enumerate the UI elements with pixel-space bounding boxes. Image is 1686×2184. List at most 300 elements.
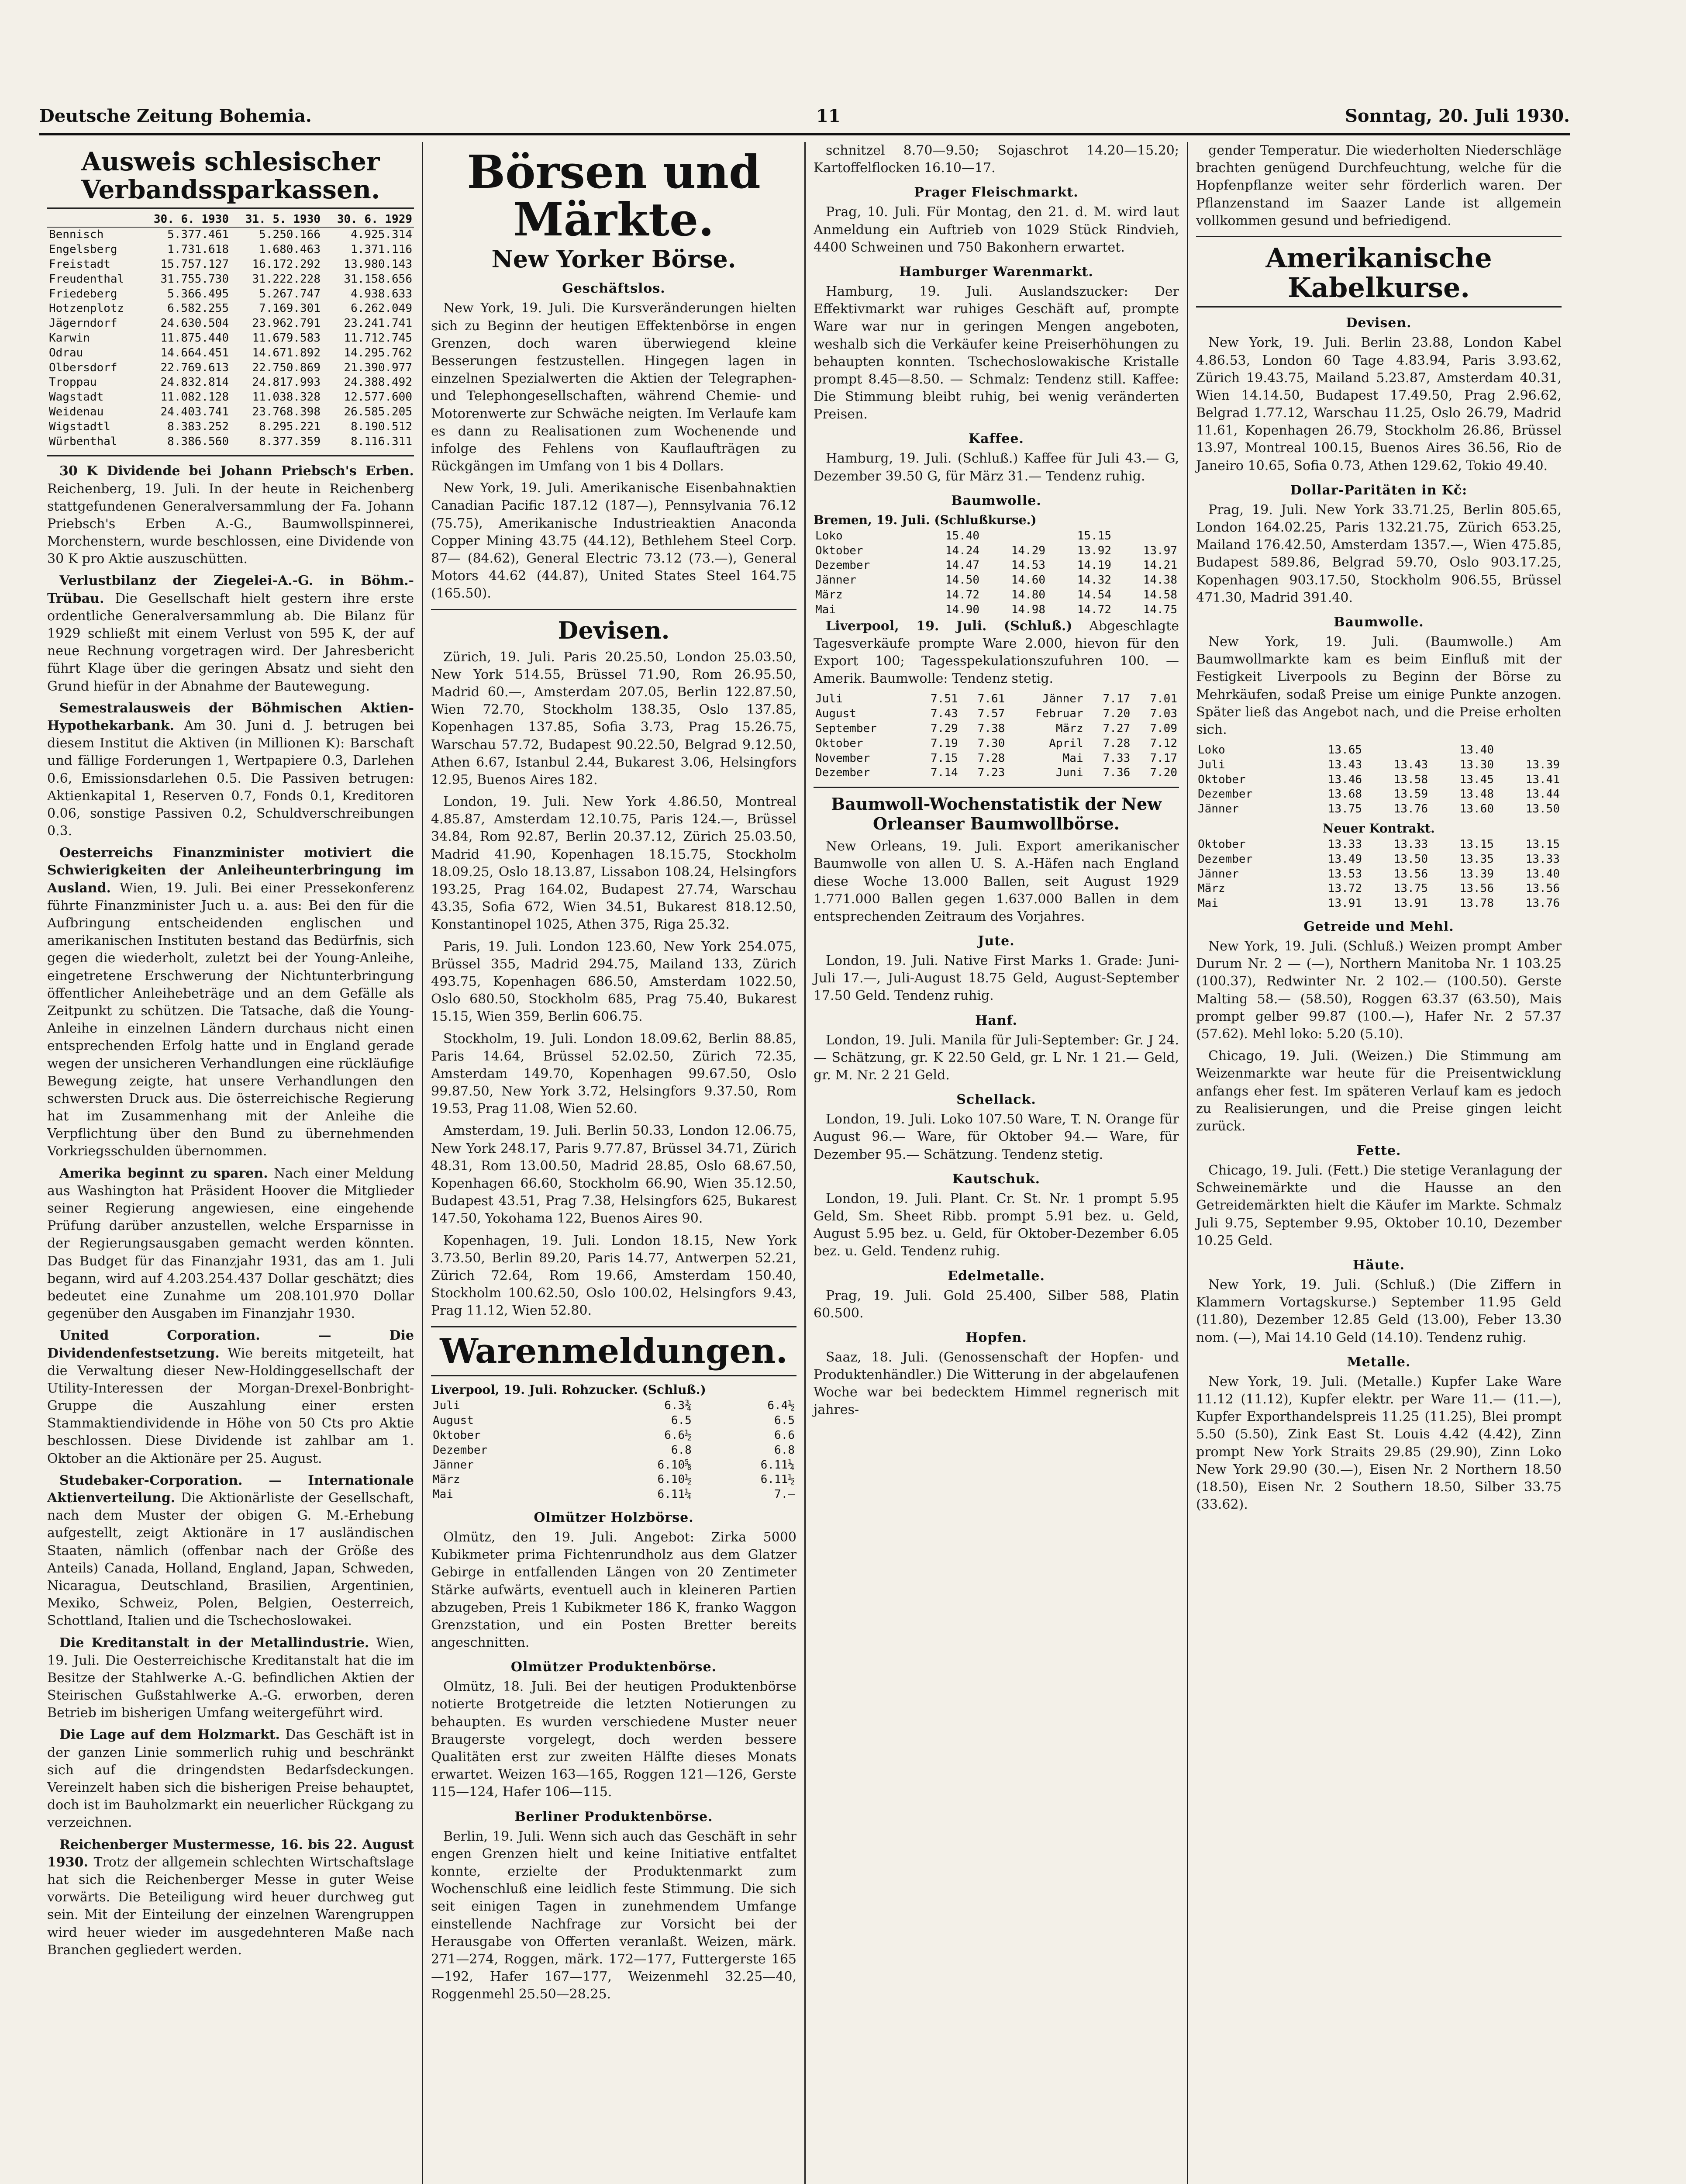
verbands-body — [47, 227, 414, 449]
verbands-row-cell: 8.116.311 — [351, 435, 412, 448]
liverpool-row-cell: 7.12 — [1150, 736, 1177, 750]
divider — [1196, 236, 1562, 237]
ny-cotton-row-cell: 13.60 — [1459, 802, 1494, 816]
hopfen-title: Hopfen. — [965, 1330, 1027, 1345]
divider — [814, 787, 1179, 788]
verbands-row-cell: 22.769.613 — [160, 361, 229, 374]
verbands-row-cell: 11.038.328 — [252, 390, 321, 404]
bremen-row — [814, 558, 1179, 573]
ny-cotton-row — [1196, 743, 1562, 758]
liverpool-row-cell: 7.28 — [1103, 736, 1131, 750]
verbands-row — [47, 361, 414, 376]
verbands-row-cell: 8.386.560 — [167, 435, 229, 448]
verbands-row-cell: Wigstadtl — [49, 420, 110, 433]
haeute-title: Häute. — [1353, 1258, 1405, 1273]
liverpool-row-cell: 7.03 — [1150, 707, 1177, 721]
nk-row — [1196, 852, 1562, 867]
nk-row-cell: 13.50 — [1393, 852, 1428, 866]
verbands-row-cell: 8.295.221 — [259, 420, 321, 433]
neuer-kontrakt-title: Neuer Kontrakt. — [1323, 821, 1435, 836]
rohzucker-row-cell: 6.4½ — [767, 1399, 795, 1413]
bremen-row-cell: Mai — [815, 603, 836, 616]
olmutz-holz-title: Olmützer Holzbörse. — [534, 1510, 694, 1525]
bremen-row-cell — [1113, 529, 1179, 544]
ny-cotton-row — [1196, 758, 1562, 773]
bremen-row-cell: 14.50 — [945, 574, 980, 587]
nk-row — [1196, 837, 1562, 852]
verbands-row-cell: 23.241.741 — [344, 317, 412, 330]
ny-cotton-row-cell: 13.68 — [1327, 788, 1362, 801]
liverpool-row-cell: Juni — [1055, 766, 1083, 780]
article-ziegelei-text: Die Gesellschaft hielt gestern ihre erste ordentliche Generalversammlung ab. Die Bilanz für 1929 schließt mit einem Verlust von 595 K, der auf neue Rechnung vorgetragen wird. Der Jahresbericht führt Klage über die geringen Absatz und sieht den Grund hiefür in der Abnahme der Bautewegung. — [47, 591, 414, 694]
ny-cotton-row-cell: 13.65 — [1327, 743, 1362, 757]
kabel-baumwolle-text: New York, 19. Juli. (Baumwolle.) Am Baumwollmarkte kam es beim Einfluß mit der Festigkeit Liverpools zu Beginn der Börse zu Mehrkäufen, sodaß Preise um einige Punkte anzogen. Später ließ das Angebot nach, und die Preise erholten sich. — [1196, 634, 1562, 737]
column-4 — [1187, 142, 1569, 2184]
schellack-title: Schellack. — [956, 1092, 1036, 1108]
ny-cotton-row-cell: 13.39 — [1525, 758, 1560, 771]
nk-row-cell: 13.91 — [1327, 897, 1362, 910]
verbands-row-cell: 8.377.359 — [259, 435, 321, 448]
berlin-prod-text: Berlin, 19. Juli. Wenn sich auch das Geschäft in sehr engen Grenzen hielt und keine Initiative entfaltet konnte, erzielte der Produktenmarkt zum Wochenschluß eine leidlich feste Stimmung. Die sich seit einigen Tagen in zunehmendem Umfange einstellende Nachfrage zur Vorsicht bei der Herausgabe von Offerten veranlaßt. Weizen, märk. 271—274, Roggen, märk. 172—177, Futtergerste 165—192, Hafer 167—177, Weizenmehl 32.25—40, Roggenmehl 25.50—28.25. — [431, 1828, 796, 2002]
bremen-row-cell: 14.54 — [1077, 588, 1112, 601]
liverpool-table — [814, 692, 1179, 781]
wochenstatistik-text: New Orleans, 19. Juli. Export amerikanischer Baumwolle von allen U. S. A.-Häfen nach England diese Woche 13.000 Ballen, seit August 1929 1.771.000 Ballen gegen 1.637.000 Ballen in dem entsprechenden Zeitraum des Vorjahres. — [814, 839, 1179, 924]
liverpool-row-cell: Oktober — [815, 736, 863, 750]
divider — [431, 1375, 796, 1376]
liverpool-row-cell: August — [815, 707, 856, 721]
ny-cotton-row-cell: 13.75 — [1327, 802, 1362, 816]
nk-row-cell: 13.15 — [1459, 838, 1494, 851]
verbands-row-cell: 5.377.461 — [167, 228, 229, 242]
bremen-row — [814, 588, 1179, 603]
verbands-table — [47, 212, 414, 449]
verbands-row — [47, 375, 414, 390]
verbands-row — [47, 331, 414, 346]
ny-cotton-table — [1196, 743, 1562, 817]
verbands-row-cell: 6.262.049 — [351, 302, 412, 315]
divider — [431, 1326, 796, 1327]
liverpool-row-cell: Februar — [1035, 707, 1083, 721]
divider — [47, 455, 414, 456]
nk-table — [1196, 837, 1562, 911]
liverpool-row-cell: 7.30 — [977, 736, 1005, 750]
verbands-row-cell: 11.712.745 — [344, 331, 412, 345]
rohzucker-row-cell: 6.8 — [774, 1443, 795, 1457]
bremen-row-cell: Loko — [815, 529, 843, 543]
liverpool-row-cell: 7.27 — [1103, 722, 1131, 735]
kautschuk-title: Kautschuk. — [952, 1171, 1041, 1187]
col3-continuation: schnitzel 8.70—9.50; Sojaschrot 14.20—15.20; Kartoffelflocken 16.10—17. — [814, 143, 1179, 176]
verbands-row-cell: 1.731.618 — [167, 243, 229, 256]
masthead-name: Deutsche Zeitung Bohemia. — [39, 105, 312, 126]
baumwolle-title: Baumwolle. — [951, 493, 1041, 508]
nk-row — [1196, 867, 1562, 882]
verbands-row-cell: 15.757.127 — [160, 257, 229, 271]
bremen-table — [814, 529, 1179, 618]
ny-note: Geschäftslos. — [562, 281, 665, 297]
article-holzmarkt-text: Das Geschäft ist in der ganzen Linie sommerlich ruhig und beschränkt sich auf die dringendsten Bedarfsdeckungen. Vereinzelt haben sich die bisherigen Preise behauptet, doch ist im Bauholzmarkt ein neuerlicher Rückgang zu verzeichnen. — [47, 1727, 414, 1831]
verbands-col-1: 30. 6. 1930 — [139, 212, 231, 228]
verbands-row-cell: Odrau — [49, 346, 83, 359]
verbands-row-cell: 1.680.463 — [259, 243, 321, 256]
verbands-row-cell: 12.577.600 — [344, 390, 412, 404]
verbands-header-row — [47, 212, 414, 228]
verbands-row — [47, 405, 414, 420]
nk-row-cell: März — [1198, 882, 1225, 895]
ny-cotton-row-cell — [1364, 743, 1430, 758]
bremen-row-cell: 14.19 — [1077, 559, 1112, 572]
verbands-row-cell: 14.664.451 — [160, 346, 229, 359]
verbands-row-cell: Friedeberg — [49, 287, 117, 301]
article-priebsch-text: Reichenberg, 19. Juli. In der heute in Reichenberg stattgefundenen Generalversammlung der Fa. Johann Priebsch's Erben A.-G., Baumwollspinnerei, Morchenstern, wurde beschlossen, eine Dividende von 30 K pro Aktie auszuschütten. — [47, 481, 414, 567]
bremen-row-cell: 14.24 — [945, 544, 980, 557]
verbands-col-3: 30. 6. 1929 — [322, 212, 414, 228]
ny-closing: New York, 19. Juli. Amerikanische Eisenbahnaktien Canadian Pacific 187.12 (187—), Pennsylvania 76.12 (75.75), Amerikanische Industrieaktien Anaconda Copper Mining 43.75 (44.12), Bethlehem Steel Corp. 87— (84.62), General Electric 73.12 (73.—), General Motors 44.62 (44.87), United States Steel 164.75 (165.50). — [431, 480, 796, 601]
liverpool-row-cell: 7.57 — [977, 707, 1005, 721]
rohzucker-row-cell: Juli — [433, 1399, 460, 1413]
olmutz-prod-title: Olmützer Produktenbörse. — [510, 1659, 717, 1675]
liverpool-row-cell: September — [815, 722, 877, 735]
verbands-row-cell: 14.295.762 — [344, 346, 412, 359]
ny-cotton-row-cell: 13.30 — [1459, 758, 1494, 771]
nk-row-cell: 13.33 — [1393, 838, 1428, 851]
bremen-row-cell: 14.90 — [945, 603, 980, 616]
rohzucker-row — [431, 1487, 796, 1502]
bremen-row-cell: 13.97 — [1143, 544, 1177, 557]
verbands-row-cell: Freistadt — [49, 257, 110, 271]
ny-cotton-row-cell: 13.40 — [1459, 743, 1494, 757]
rohzucker-row — [431, 1428, 796, 1443]
liverpool-row-cell: Jänner — [1042, 692, 1083, 706]
ny-cotton-row-cell: 13.59 — [1393, 788, 1428, 801]
verbands-row-cell: 23.962.791 — [252, 317, 321, 330]
liverpool-row-cell: Mai — [1062, 751, 1083, 765]
bremen-row-cell: 14.53 — [1011, 559, 1046, 572]
verbands-row — [47, 227, 414, 242]
prager-text: Prag, 10. Juli. Für Montag, den 21. d. M. wird laut Anmeldung ein Auftrieb von 1029 Stück Rindvieh, 4400 Schweinen und 750 Bakonhern erwartet. — [814, 204, 1179, 255]
nk-row-cell: 13.56 — [1459, 882, 1494, 895]
ny-cotton-row-cell: 13.46 — [1327, 773, 1362, 786]
liverpool-row — [814, 751, 1179, 766]
devisen-entry: Stockholm, 19. Juli. London 18.09.62, Berlin 88.85, Paris 14.64, Brüssel 52.02.50, Zürich 72.35, Amsterdam 149.70, Kopenhagen 99.67.50, Oslo 99.87.50, New York 3.72, Helsingfors 9.37.50, Rom 19.53, Prag 11.08, Wien 52.60. — [431, 1031, 796, 1117]
nk-row-cell: 13.15 — [1525, 838, 1560, 851]
verbands-row-cell: 11.082.128 — [160, 390, 229, 404]
running-head — [39, 100, 1570, 131]
jute-text: London, 19. Juli. Native First Marks 1. Grade: Juni-Juli 17.—, Juli-August 18.75 Geld, August-September 17.50 Geld. Tendenz ruhig. — [814, 953, 1179, 1004]
verbands-row-cell: 31.158.656 — [344, 272, 412, 286]
ny-cotton-row-cell: Dezember — [1198, 788, 1253, 801]
hamburger-title: Hamburger Warenmarkt. — [899, 264, 1093, 280]
article-kreditanstalt-text: Wien, 19. Juli. Die Oesterreichische Kreditanstalt hat die im Besitze der Stahlwerke A.-G. befindlichen Aktien der Steirischen Gußstahlwerke A.-G. erworben, deren Betrieb im bisherigen Umfang weitergeführt wird. — [47, 1635, 414, 1721]
bremen-row-cell: März — [815, 588, 843, 601]
bremen-row-cell: 14.72 — [945, 588, 980, 601]
rohzucker-body — [431, 1399, 796, 1502]
verbands-row — [47, 272, 414, 287]
nk-row-cell: 13.40 — [1525, 867, 1560, 881]
liverpool-body-rows — [814, 692, 1179, 781]
article-hypothekarbank-text: Am 30. Juni d. J. betrugen bei diesem Institut die Aktiven (in Millionen K): Barschaft und fällige Forderungen 1, Wertpapiere 0.3, Darlehen 0.6, Emissionsdarlehen 0.5. Die Passiven betrugen: Aktienkapital 1, Reserven 0.7, Fonds 0.1, Kreditoren 0.06, sonstige Passiven 0.2, Schuldverschreibungen 0.3. — [47, 718, 414, 839]
verbands-row-cell: Olbersdorf — [49, 361, 117, 374]
rohzucker-row-cell: 6.10½ — [657, 1473, 692, 1486]
verbands-row-cell: Wagstadt — [49, 390, 104, 404]
liverpool-row — [814, 736, 1179, 751]
devisen-entry: London, 19. Juli. New York 4.86.50, Montreal 4.85.87, Amsterdam 12.10.75, Paris 124.—, Brüssel 34.84, Rom 92.87, Berlin 20.37.12, Zürich 25.03.50, Madrid 41.90, Kopenhagen 18.15.75, Stockholm 18.09.25, Oslo 18.13.87, Lissabon 108.24, Helsingfors 193.25, Prag 164.02, Budapest 27.74, Warschau 43.35, Sofia 672, Wien 34.51, Bukarest 818.12.50, Konstantinopel 1025, Athen 375, Riga 25.32. — [431, 794, 796, 933]
divider — [431, 609, 796, 610]
paritaeten-text: Prag, 19. Juli. New York 33.71.25, Berlin 805.65, London 164.02.25, Paris 132.21.75, Zürich 653.25, Mailand 176.42.50, Amsterdam 1357.—, Wien 475.85, Budapest 589.86, Belgrad 59.70, Oslo 903.17.25, Kopenhagen 903.17.50, Stockholm 906.55, Brüssel 471.30, Madrid 391.40. — [1196, 502, 1562, 605]
bremen-row-cell: 14.80 — [1011, 588, 1046, 601]
ny-cotton-row — [1196, 773, 1562, 788]
verbands-row-cell: 14.671.892 — [252, 346, 321, 359]
chicago-text: Chicago, 19. Juli. (Weizen.) Die Stimmung am Weizenmarkte war heute für die Preisentwicklung anfangs eher fest. Im späteren Verlauf kam es jedoch zu Realisierungen, und die Preise gingen leicht zurück. — [1196, 1048, 1562, 1134]
kabel-devisen-title: Devisen. — [1346, 315, 1412, 331]
rohzucker-row — [431, 1399, 796, 1413]
verbands-row-cell: 24.388.492 — [344, 376, 412, 389]
haeute-text: New York, 19. Juli. (Schluß.) (Die Ziffern in Klammern Vortagskurse.) September 11.95 Geld (11.80), Dezember 12.85 Geld (13.00), Feber 13.30 nom. (—), Mai 14.10 Geld (14.10). Tendenz ruhig. — [1196, 1277, 1562, 1345]
article-priebsch — [47, 463, 414, 568]
rohzucker-row-cell: 7.— — [774, 1488, 795, 1501]
ny-cotton-row-cell: 13.48 — [1459, 788, 1494, 801]
rohzucker-row — [431, 1413, 796, 1428]
liverpool-row — [814, 692, 1179, 707]
kaffee-text: Hamburg, 19. Juli. (Schluß.) Kaffee für Juli 43.— G, Dezember 39.50 G, für März 31.— Tendenz ruhig. — [814, 451, 1179, 484]
column-3 — [804, 142, 1187, 2184]
devisen-title: Devisen. — [558, 616, 670, 644]
verbands-row — [47, 346, 414, 361]
nk-row-cell: 13.56 — [1525, 882, 1560, 895]
liverpool-row-cell: 7.15 — [931, 751, 958, 765]
rohzucker-title: Liverpool, 19. Juli. Rohzucker. (Schluß.) — [431, 1382, 706, 1397]
rohzucker-row-cell: Mai — [433, 1488, 453, 1501]
ny-cotton-row-cell: 13.43 — [1327, 758, 1362, 771]
verbands-row-cell: 23.768.398 — [252, 405, 321, 418]
article-hypothekarbank-title: Semestralausweis der Böhmischen Aktien-Hypothekarbank. — [47, 700, 414, 733]
rohzucker-row-cell: 6.11¼ — [657, 1488, 692, 1501]
issue-date: Sonntag, 20. Juli 1930. — [1345, 105, 1570, 126]
edelmetalle-title: Edelmetalle. — [948, 1268, 1045, 1284]
liverpool-row-cell: 7.01 — [1150, 692, 1177, 706]
nk-row-cell: 13.72 — [1327, 882, 1362, 895]
liverpool-row-cell: 7.20 — [1103, 707, 1131, 721]
kabel-devisen-text: New York, 19. Juli. Berlin 23.88, London Kabel 4.86.53, London 60 Tage 4.83.94, Paris 3.93.62, Zürich 19.43.75, Mailand 5.23.87, Amsterdam 40.31, Wien 14.14.50, Budapest 17.49.50, Prag 2.96.62, Belgrad 1.77.12, Warschau 11.25, Oslo 26.79, Madrid 11.61, Kopenhagen 26.79, Stockholm 26.86, Brüssel 13.97, Montreal 100.15, Buenos Aires 36.56, Rio de Janeiro 10.65, Sofia 0.73, Athen 129.62, Tokio 49.40. — [1196, 335, 1562, 473]
verbands-row-cell: 31.222.228 — [252, 272, 321, 286]
nk-row — [1196, 881, 1562, 896]
liverpool-row-cell: 7.17 — [1150, 751, 1177, 765]
kaffee-title: Kaffee. — [969, 431, 1024, 447]
nk-row-cell: Dezember — [1198, 852, 1253, 866]
devisen-entry: Paris, 19. Juli. London 123.60, New York 254.075, Brüssel 355, Madrid 294.75, Mailand 133, Zürich 493.75, Kopenhagen 686.50, Amsterdam 1022.50, Oslo 680.50, Stockholm 685, Prag 75.40, Bukarest 15.15, Wien 359, Berlin 606.75. — [431, 939, 796, 1025]
article-finanzminister-title: Oesterreichs Finanzminister motiviert die Schwierigkeiten der Anleiheunterbringung im Ausland. — [47, 845, 414, 896]
bremen-row-cell: Jänner — [815, 574, 856, 587]
rohzucker-row-cell: März — [433, 1473, 460, 1486]
kabel-title: Amerikanische Kabelkurse. — [1196, 243, 1562, 308]
verbands-row-cell: Bennisch — [49, 228, 104, 242]
kautschuk-text: London, 19. Juli. Plant. Cr. St. Nr. 1 prompt 5.95 Geld, Sm. Sheet Ribb. prompt 5.91 bez. u. Geld, August 5.95 bez. u. Geld, für Oktober-Dezember 6.05 bez. u. Geld. Tendenz ruhig. — [814, 1191, 1179, 1259]
verbands-row-cell: 4.938.633 — [351, 287, 412, 301]
article-priebsch-title: 30 K Dividende bei Johann Priebsch's Erben. — [59, 463, 414, 479]
page-number: 11 — [816, 105, 841, 126]
liverpool-row-cell: 7.51 — [931, 692, 958, 706]
ny-cotton-row-cell: Loko — [1198, 743, 1225, 757]
verbands-row — [47, 435, 414, 449]
bremen-row-cell: 14.72 — [1077, 603, 1112, 616]
rohzucker-row-cell: 6.6½ — [664, 1428, 692, 1442]
liverpool-row-cell: Dezember — [815, 766, 870, 780]
article-amerika — [47, 1165, 414, 1323]
column-1 — [39, 142, 422, 2184]
paritaeten-title: Dollar-Paritäten in Kč: — [1290, 482, 1468, 498]
article-finanzminister — [47, 844, 414, 1160]
verbands-row-cell: 8.383.252 — [167, 420, 229, 433]
verbands-col-2: 31. 5. 1930 — [231, 212, 322, 228]
verbands-row-cell: Jägerndorf — [49, 317, 117, 330]
liverpool-row-cell: April — [1049, 736, 1083, 750]
bremen-body — [814, 529, 1179, 618]
verbands-row-cell: Weidenau — [49, 405, 104, 418]
ny-cotton-row-cell: 13.76 — [1393, 802, 1428, 816]
bremen-row — [814, 603, 1179, 618]
ny-cotton-row — [1196, 787, 1562, 802]
olmutz-holz-text: Olmütz, den 19. Juli. Angebot: Zirka 5000 Kubikmeter prima Fichtenrundholz aus dem Glatzer Gebirge in entfallenden Längen von 20 Zentimeter Stärke aufwärts, eventuell auch in kleineren Partien abzugeben, Preis 1 Kubikmeter 186 K, franko Waggon Grenzstation, und ein Posten Bretter bereits angeschnitten. — [431, 1529, 796, 1651]
rohzucker-row-cell: Jänner — [433, 1458, 474, 1472]
bremen-row-cell: 13.92 — [1077, 544, 1112, 557]
columns — [39, 142, 1570, 2184]
rohzucker-table — [431, 1399, 796, 1502]
rohzucker-row-cell: 6.8 — [671, 1443, 692, 1457]
verbands-row-cell: 16.172.292 — [252, 257, 321, 271]
verbands-row-cell: 6.582.255 — [167, 302, 229, 315]
column-2 — [422, 142, 804, 2184]
rohzucker-row — [431, 1443, 796, 1458]
ny-cotton-row-cell: 13.50 — [1525, 802, 1560, 816]
bremen-row-cell: 14.21 — [1143, 559, 1177, 572]
schellack-text: London, 19. Juli. Loko 107.50 Ware, T. N. Orange für August 96.— Ware, für Oktober 94.— Ware, für Dezember 95.— Schätzung. Tendenz stetig. — [814, 1112, 1179, 1162]
verbands-row-cell: 26.585.205 — [344, 405, 412, 418]
bremen-row-cell: 14.38 — [1143, 574, 1177, 587]
verbands-row-cell: 31.755.730 — [160, 272, 229, 286]
verbands-row-cell: 24.403.741 — [160, 405, 229, 418]
bremen-row-cell: 14.60 — [1011, 574, 1046, 587]
nk-row-cell: Oktober — [1198, 838, 1246, 851]
ny-cotton-row-cell: 13.43 — [1393, 758, 1428, 771]
liverpool-text — [814, 618, 1179, 688]
bremen-row-cell: 14.58 — [1143, 588, 1177, 601]
ny-boerse-title: New Yorker Börse. — [491, 245, 736, 273]
bremen-row-cell: 15.15 — [1077, 529, 1112, 543]
liverpool-row — [814, 707, 1179, 722]
nk-row-cell: 13.39 — [1459, 867, 1494, 881]
liverpool-body: Abgeschlagte Tagesverkäufe prompte Ware 2.000, hievon für den Export 100; Tagesspekulationszufuhren 100. — Amerik. Baumwolle: Tendenz stetig. — [814, 618, 1179, 687]
nk-row-cell: 13.78 — [1459, 897, 1494, 910]
devisen-entry: Kopenhagen, 19. Juli. London 18.15, New York 3.73.50, Berlin 89.20, Paris 14.77, Antwerpen 52.21, Zürich 72.64, Rom 19.66, Amsterdam 150.40, Stockholm 100.62.50, Oslo 100.02, Helsingfors 9.43, Prag 11.12, Wien 52.80. — [431, 1233, 796, 1319]
liverpool-row — [814, 722, 1179, 736]
bremen-row-cell: Dezember — [815, 559, 870, 572]
verbands-row-cell: 4.925.314 — [351, 228, 412, 242]
article-amerika-title: Amerika beginnt zu sparen. — [59, 1165, 268, 1181]
nk-row-cell: Jänner — [1198, 867, 1239, 881]
section-title: Börsen und Märkte. — [467, 145, 761, 247]
verbands-col-0 — [47, 212, 139, 228]
verbands-row — [47, 316, 414, 331]
verbands-row-cell: 24.832.814 — [160, 376, 229, 389]
ny-cotton-row-cell: 13.58 — [1393, 773, 1428, 786]
nk-row-cell: 13.49 — [1327, 852, 1362, 866]
bremen-row — [814, 573, 1179, 588]
nk-row — [1196, 896, 1562, 911]
ny-report: New York, 19. Juli. Die Kursveränderungen hielten sich zu Beginn der heutigen Effektenbörse in engen Grenzen, doch waren überwiegend kleine Besserungen festzustellen. Hingegen lagen in einzelnen Spezialwerten die Aktien der Telegraphen- und Telephongesellschaften, während Chemie- und Motorenwerte zur Schwäche neigten. Im Verlaufe kam es dann zu Realisationen zum Wochenende und infolge des Fehlens von Kauflaufträgen zu Rückgängen im Umfang von 1 bis 4 Dollars. — [431, 301, 796, 474]
verbands-row-cell: Karwin — [49, 331, 90, 345]
hamburger-text: Hamburg, 19. Juli. Auslandszucker: Der Effektivmarkt war ruhiges Geschäft auf, prompte Ware war nur in geringen Mengen angeboten, weshalb sich die Verkäufer keine Preiserhöhungen zu behaupten konnten. Tschechoslowakische Kristalle prompt 8.45—8.50. — Schmalz: Tendenz still. Kaffee: Die Stimmung bleibt ruhig, bei wenig veränderten Preisen. — [814, 283, 1179, 422]
nk-row-cell: Mai — [1198, 897, 1218, 910]
liverpool-row-cell: 7.36 — [1103, 766, 1131, 780]
liverpool-row-cell: 7.17 — [1103, 692, 1131, 706]
article-holzmarkt-title: Die Lage auf dem Holzmarkt. — [59, 1727, 280, 1743]
bremen-row — [814, 529, 1179, 544]
liverpool-row-cell: 7.19 — [931, 736, 958, 750]
metalle-text: New York, 19. Juli. (Metalle.) Kupfer Lake Ware 11.12 (11.12), Kupfer elektr. per Ware 11.— (11.—), Kupfer Exporthandelspreis 11.25 (11.25), Blei prompt 5.50 (5.50), Zink East St. Louis 4.42 (4.42), Zinn prompt New York Straits 29.85 (29.90), Zinn Loko New York 29.90 (30.—), Eisen Nr. 2 Northern 18.50 (18.50), Eisen Nr. 2 Southern 18.50, Silber 33.75 (33.62). — [1196, 1374, 1562, 1513]
bremen-row-cell: 14.29 — [1011, 544, 1046, 557]
bremen-row-cell: 14.47 — [945, 559, 980, 572]
nk-row-cell: 13.35 — [1459, 852, 1494, 866]
nk-row-cell: 13.33 — [1525, 852, 1560, 866]
nk-row-cell: 13.76 — [1525, 897, 1560, 910]
nk-row-cell: 13.33 — [1327, 838, 1362, 851]
article-finanzminister-text: Wien, 19. Juli. Bei einer Pressekonferenz führte Finanzminister Juch u. a. aus: Bei den für die Aufbringung entscheidenden englischen und amerikanischen Instituten bestand das Bedürfnis, sich gegen die wiederholt, zuletzt bei der Young-Anleihe, eingetretene Erschwerung der Nichtunterbringung öffentlicher Anleihebeträge und an dem Gefälle als Zeitpunkt zu schützen. Die Tatsache, daß die Young-Anleihe in einzelnen Ländern durchaus nicht einen entsprechenden Erfolg hatte und in England gerade wegen der unsicheren Verhandlungen eine rückläufige Bewegung zeigte, hat unsere Verhandlungen den schwersten Druck aus. Die österreichische Regierung hat im Zusammenhang mit der Anleihe die Verpflichtung über den Bund zu übernehmenden Vorkriegsschulden übernommen. — [47, 880, 414, 1159]
article-mustermesse-title: Reichenberger Mustermesse, 16. bis 22. August 1930. — [47, 1837, 414, 1870]
nk-row-cell: 13.56 — [1393, 867, 1428, 881]
col4-continuation: gender Temperatur. Die wiederholten Niederschläge brachten genügend Durchfeuchtung, welche für die Hopfenpflanze weiter sehr förderlich waren. Der Pflanzenstand im Saazer Lande ist allgemein vollkommen gesund und befriedigend. — [1196, 143, 1562, 228]
kabel-baumwolle-title: Baumwolle. — [1334, 614, 1424, 630]
nk-body — [1196, 837, 1562, 911]
olmutz-prod-text: Olmütz, 18. Juli. Bei der heutigen Produktenbörse notierte Brotgetreide die letzten Notierungen zu behaupten. Es wurden verschiedene Muster neuer Braugerste vorgelegt, doch werden bessere Qualitäten erst zur zweiten Hälfte dieses Monats erwartet. Weizen 163—165, Roggen 121—126, Gerste 115—124, Hafer 106—115. — [431, 1679, 796, 1800]
devisen-entry: Zürich, 19. Juli. Paris 20.25.50, London 25.03.50, New York 514.55, Brüssel 71.90, Rom 26.95.50, Madrid 60.—, Amsterdam 207.05, Berlin 122.87.50, Wien 72.70, Stockholm 138.35, Oslo 137.85, Kopenhagen 137.85, Sofia 3.73, Prag 15.26.75, Warschau 57.72, Budapest 90.22.50, Belgrad 9.12.50, Athen 6.67, Istanbul 2.44, Bukarest 3.06, Helsingfors 12.95, Buenos Aires 182. — [431, 649, 796, 788]
rohzucker-row-cell: August — [433, 1414, 474, 1427]
getreide-text: New York, 19. Juli. (Schluß.) Weizen prompt Amber Durum Nr. 2 — (—), Northern Manitoba Nr. 1 103.25 (100.37), Redwinter Nr. 2 102.— (100.50). Gerste Malting 58.— (58.50), Roggen 63.37 (63.50), Mais prompt gelber 99.87 (100.—), Hafer Nr. 2 57.37 (57.62). Mehl loko: 5.20 (5.10). — [1196, 939, 1562, 1042]
waren-title: Warenmeldungen. — [440, 1331, 788, 1371]
ny-cotton-row-cell — [1496, 743, 1562, 758]
ny-cotton-row-cell: 13.44 — [1525, 788, 1560, 801]
article-holzmarkt — [47, 1726, 414, 1832]
rohzucker-row-cell: 6.11¼ — [760, 1458, 795, 1472]
fette-title: Fette. — [1356, 1143, 1401, 1159]
verbands-row-cell: 13.980.143 — [344, 257, 412, 271]
rohzucker-row-cell: 6.5 — [774, 1414, 795, 1427]
liverpool-row — [814, 766, 1179, 781]
article-studebaker — [47, 1472, 414, 1630]
liverpool-row-cell: Juli — [815, 692, 843, 706]
rohzucker-row-cell: 6.11½ — [760, 1473, 795, 1486]
verbands-row-cell: 7.169.301 — [259, 302, 321, 315]
verbands-row-cell: 11.679.583 — [252, 331, 321, 345]
liverpool-row-cell: 7.61 — [977, 692, 1005, 706]
liverpool-row-cell: 7.14 — [931, 766, 958, 780]
bremen-row-cell: Oktober — [815, 544, 863, 557]
verbands-row — [47, 301, 414, 316]
liverpool-row-cell: 7.23 — [977, 766, 1005, 780]
verbands-row-cell: 5.267.747 — [259, 287, 321, 301]
ny-cotton-body — [1196, 743, 1562, 817]
article-hypothekarbank — [47, 700, 414, 840]
verbands-row-cell: 5.366.495 — [167, 287, 229, 301]
bremen-row-cell: 14.32 — [1077, 574, 1112, 587]
bremen-title: Bremen, 19. Juli. (Schlußkurse.) — [814, 512, 1037, 527]
nk-row-cell: 13.75 — [1393, 882, 1428, 895]
hopfen-text: Saaz, 18. Juli. (Genossenschaft der Hopfen- und Produktenhändler.) Die Witterung in der abgelaufenen Woche war bei bedecktem Himmel regnerisch mit jahres- — [814, 1349, 1179, 1418]
verbands-row — [47, 257, 414, 272]
bremen-row-cell: 14.75 — [1143, 603, 1177, 616]
article-united-title: United Corporation. — Die Dividendenfestsetzung. — [47, 1328, 414, 1361]
verbands-title: Ausweis schlesischer Verbandssparkassen. — [47, 148, 414, 209]
liverpool-row-cell: 7.09 — [1150, 722, 1177, 735]
